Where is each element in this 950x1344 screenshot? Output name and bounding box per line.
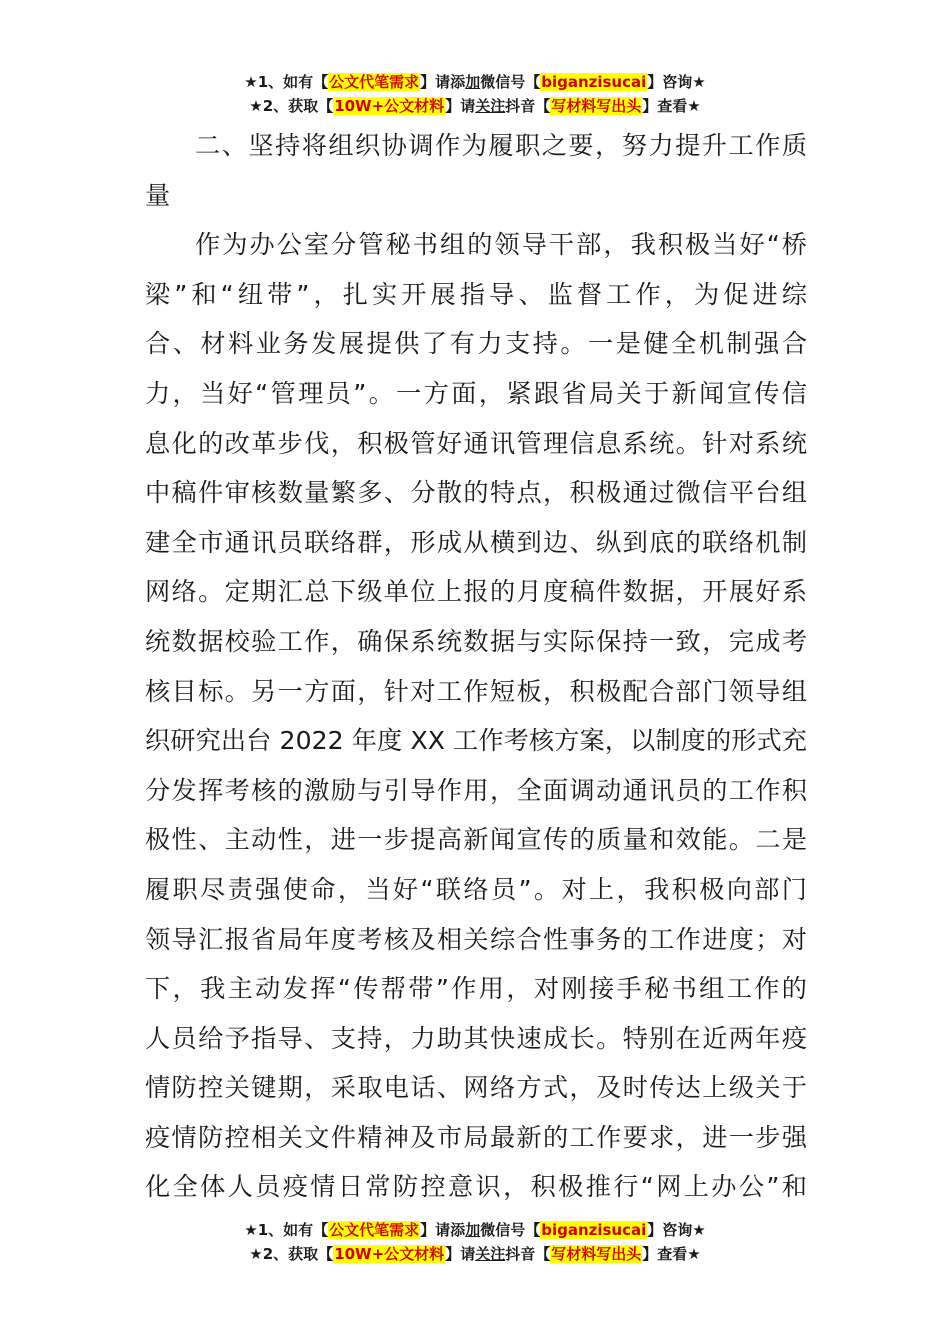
paragraph-line: 疫情防控相关文件精神及市局最新的工作要求，进一步强 xyxy=(145,1122,807,1152)
banner-highlight: 写材料写出头 xyxy=(551,1245,642,1263)
paragraph-line: 分发挥考核的激励与引导作用，全面调动通讯员的工作积 xyxy=(145,775,807,805)
banner-highlight: biganzisucai xyxy=(541,73,647,91)
paragraph-line: 极性、主动性，进一步提高新闻宣传的质量和效能。二是 xyxy=(145,825,807,855)
banner-highlight: 公文代笔需求 xyxy=(329,1221,420,1239)
banner-text: 】咨询★ xyxy=(647,73,706,91)
banner-line-2 xyxy=(0,94,950,118)
footer-banner xyxy=(0,1218,950,1266)
paragraph-line: 网络。定期汇总下级单位上报的月度稿件数据，开展好系 xyxy=(145,577,807,607)
banner-text: 】咨询★ xyxy=(647,1221,706,1239)
document-body xyxy=(145,121,807,1212)
banner-line-1 xyxy=(0,1218,950,1242)
paragraph-line: 领导汇报省局年度考核及相关综合性事务的工作进度；对 xyxy=(145,924,807,954)
banner-line-1 xyxy=(0,70,950,94)
paragraph-line: 建全市通讯员联络群，形成从横到边、纵到底的联络机制 xyxy=(145,527,807,557)
paragraph-line: 织研究出台 2022 年度 XX 工作考核方案，以制度的形式充 xyxy=(145,726,807,756)
banner-text: ★2、获取【 xyxy=(249,97,334,115)
banner-underlined: 加 xyxy=(465,1221,481,1239)
banner-text: 】查看★ xyxy=(642,97,701,115)
banner-text: 】请添 xyxy=(420,1221,466,1239)
banner-text: ★1、如有【 xyxy=(244,73,329,91)
banner-text: 微信号【 xyxy=(480,1221,541,1239)
banner-text: 微信号【 xyxy=(480,73,541,91)
paragraph-line: 梁”和“纽带”，扎实开展指导、监督工作，为促进综 xyxy=(145,279,807,309)
banner-text: 】请 xyxy=(445,1245,476,1263)
banner-highlight: 10W+公文材料 xyxy=(334,1245,445,1263)
banner-highlight: 公文代笔需求 xyxy=(329,73,420,91)
paragraph-line: 统数据校验工作，确保系统数据与实际保持一致，完成考 xyxy=(145,626,807,656)
banner-text: 抖音【 xyxy=(505,1245,551,1263)
paragraph-line: 作为办公室分管秘书组的领导干部，我积极当好“桥 xyxy=(195,230,807,260)
banner-underlined: 加 xyxy=(465,73,481,91)
paragraph-line: 核目标。另一方面，针对工作短板，积极配合部门领导组 xyxy=(145,676,807,706)
paragraph-line: 合、材料业务发展提供了有力支持。一是健全机制强合 xyxy=(145,329,807,359)
banner-text: 】请添 xyxy=(420,73,466,91)
section-heading-line: 二、坚持将组织协调作为履职之要，努力提升工作质 xyxy=(195,131,807,160)
paragraph-line: 情防控关键期，采取电话、网络方式，及时传达上级关于 xyxy=(145,1073,807,1103)
banner-highlight: 10W+公文材料 xyxy=(334,97,445,115)
banner-highlight: biganzisucai xyxy=(541,1221,647,1239)
paragraph-line: 化全体人员疫情日常防控意识，积极推行“网上办公”和 xyxy=(145,1172,807,1202)
paragraph-line: 息化的改革步伐，积极管好通讯管理信息系统。针对系统 xyxy=(145,428,807,458)
header-banner xyxy=(0,70,950,118)
paragraph-line: 人员给予指导、支持，力助其快速成长。特别在近两年疫 xyxy=(145,1023,807,1053)
paragraph-line: 中稿件审核数量繁多、分散的特点，积极通过微信平台组 xyxy=(145,478,807,508)
banner-text: ★1、如有【 xyxy=(244,1221,329,1239)
banner-underlined: 关注 xyxy=(475,97,506,115)
banner-underlined: 关注 xyxy=(475,1245,506,1263)
banner-text: ★2、获取【 xyxy=(249,1245,334,1263)
banner-line-2 xyxy=(0,1242,950,1266)
banner-text: 抖音【 xyxy=(505,97,551,115)
banner-highlight: 写材料写出头 xyxy=(551,97,642,115)
banner-text: 】查看★ xyxy=(642,1245,701,1263)
paragraph-line: 力，当好“管理员”。一方面，紧跟省局关于新闻宣传信 xyxy=(145,378,807,408)
section-heading-line: 量 xyxy=(145,180,171,210)
paragraph-line: 履职尽责强使命，当好“联络员”。对上，我积极向部门 xyxy=(145,874,807,904)
paragraph-line: 下，我主动发挥“传帮带”作用，对刚接手秘书组工作的 xyxy=(145,974,807,1004)
banner-text: 】请 xyxy=(445,97,476,115)
